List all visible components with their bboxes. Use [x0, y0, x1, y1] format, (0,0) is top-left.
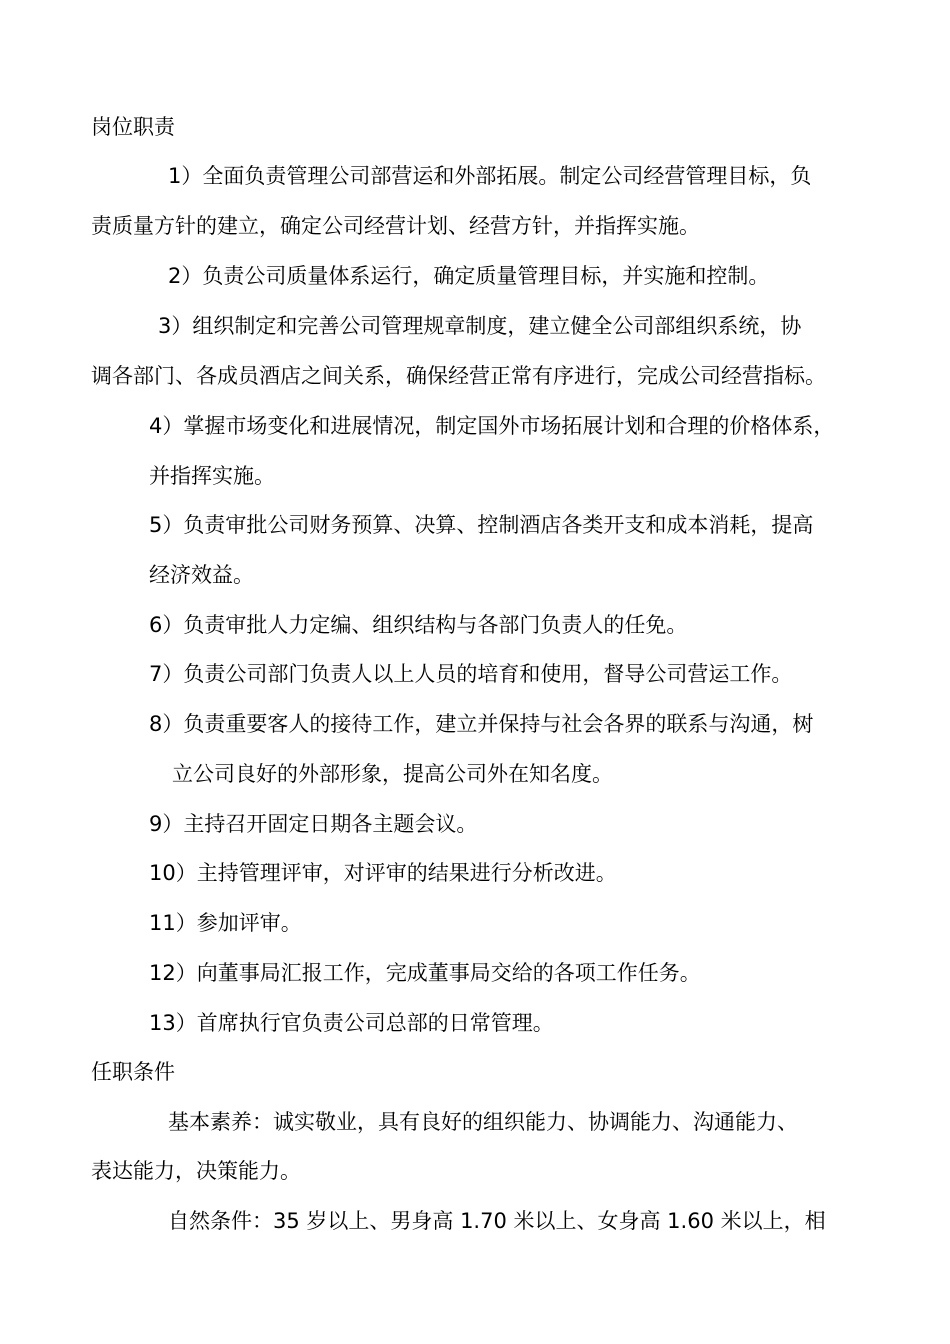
duty-item-2-line-1: 2）负责公司质量体系运行，确定质量管理目标，并实施和控制。 [168, 264, 770, 288]
duty-item-8-line-2: 立公司良好的外部形象，提高公司外在知名度。 [172, 762, 613, 786]
duty-item-1-line-1: 1）全面负责管理公司部营运和外部拓展。制定公司经营管理目标，负 [168, 164, 812, 188]
duty-item-7-line-1: 7）负责公司部门负责人以上人员的培育和使用，督导公司营运工作。 [149, 662, 793, 686]
duty-item-3-line-1: 3）组织制定和完善公司管理规章制度，建立健全公司部组织系统，协 [158, 314, 802, 338]
duty-item-8-line-1: 8）负责重要客人的接待工作，建立并保持与社会各界的联系与沟通，树 [149, 712, 814, 736]
duty-item-6-line-1: 6）负责审批人力定编、组织结构与各部门负责人的任免。 [149, 613, 688, 637]
duty-item-9-line-1: 9）主持召开固定日期各主题会议。 [149, 812, 478, 836]
section-heading-requirements: 任职条件 [91, 1060, 175, 1084]
duty-item-4-line-2: 并指挥实施。 [149, 464, 275, 488]
section-heading-duties: 岗位职责 [91, 115, 175, 139]
duty-item-10-line-1: 10）主持管理评审，对评审的结果进行分析改进。 [149, 861, 617, 885]
requirement-item-1-line-2: 表达能力，决策能力。 [91, 1159, 301, 1183]
duty-item-13-line-1: 13）首席执行官负责公司总部的日常管理。 [149, 1011, 554, 1035]
requirement-item-2-line-1: 自然条件：35 岁以上、男身高 1.70 米以上、女身高 1.60 米以上，相 [168, 1209, 826, 1233]
requirement-item-1-line-1: 基本素养：诚实敬业，具有良好的组织能力、协调能力、沟通能力、 [168, 1110, 798, 1134]
duty-item-5-line-1: 5）负责审批公司财务预算、决算、控制酒店各类开支和成本消耗，提高 [149, 513, 814, 537]
duty-item-11-line-1: 11）参加评审。 [149, 911, 302, 935]
duty-item-3-line-2: 调各部门、各成员酒店之间关系，确保经营正常有序进行，完成公司经营指标。 [91, 364, 826, 388]
duty-item-1-line-2: 责质量方针的建立，确定公司经营计划、经营方针，并指挥实施。 [91, 214, 700, 238]
duty-item-5-line-2: 经济效益。 [149, 563, 254, 587]
duty-item-4-line-1: 4）掌握市场变化和进展情况，制定国外市场拓展计划和合理的价格体系， [149, 414, 835, 438]
duty-item-12-line-1: 12）向董事局汇报工作，完成董事局交给的各项工作任务。 [149, 961, 701, 985]
